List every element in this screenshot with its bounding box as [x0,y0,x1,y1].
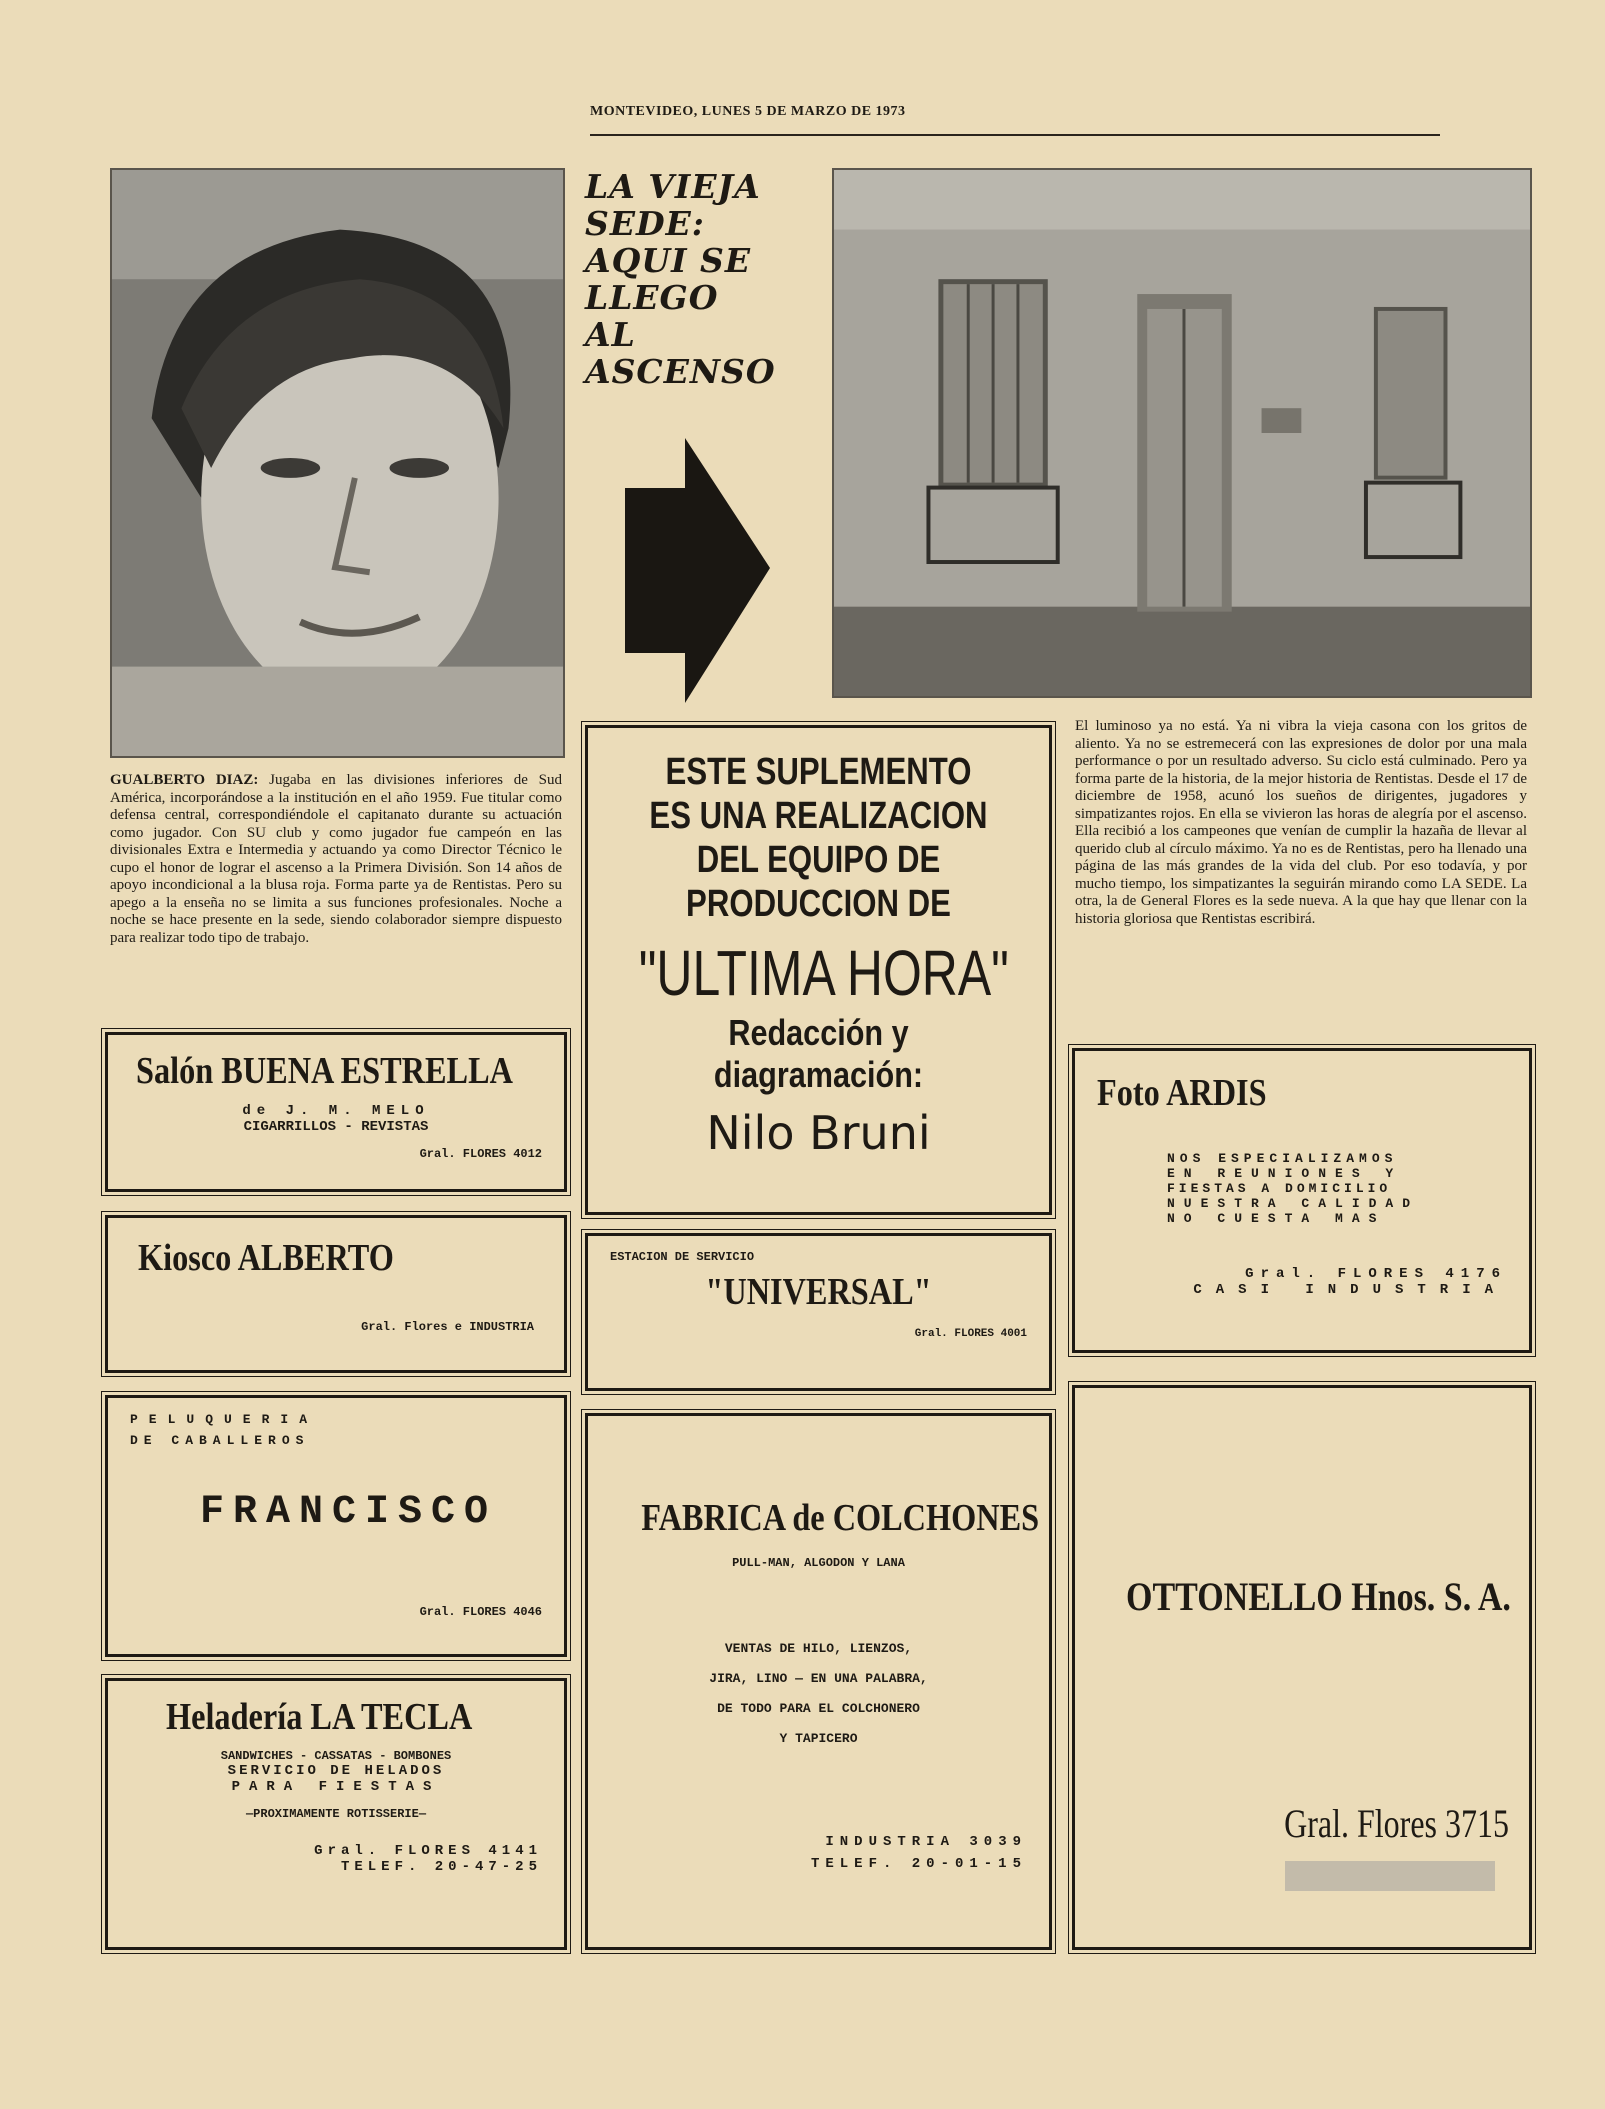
supplement-text [629,750,1007,926]
ad-address: Gral. FLORES 4001 [914,1328,1027,1340]
caption-text: Jugaba en las divisiones inferiores de Sud América, incorporándose a la institución en el año 1959. Fue titular como defensa central, correspondiéndole el capitanato durante su actuación como jugador. Con SU club y como jugador fue campeón en las divisionales Extra e Intermedia y actuando ya como Director Técnico le cupo el honor de lograr el ascenso a la Primera División. Son 14 años de apoyo incondicional a la blusa roja. Forma parte ya de Rentistas. Pero su apego a la enseña no se limita a sus funciones profesionales. Noche a noche se hace presente en la sede, siendo colaborador siempre dispuesto para realizar todo tipo de trabajo. [110,772,563,946]
dateline: MONTEVIDEO, LUNES 5 DE MARZO DE 1973 [590,104,906,119]
supplement-line: ESTE SUPLEMENTO [665,751,972,793]
ad-title: FRANCISCO [200,1490,498,1535]
building-caption: El luminoso ya no está. Ya ni vibra la vieja casona con los gritos de aliento. Ya no se estremecerá con las expresiones de dolor por una mala performance o por un resultado adverso. Su ciclo está culminado. Pero ya forma parte de la historia, de la mejor historia de Rentistas. Desde el 17 de diciembre de 1958, acunó los sueños de dirigentes, jugadores y simpatizantes rojos. En ella se vivieron las horas de alegría por el ascenso. Ella recibió a los campeones que venían de cumplir la hazaña de llevar al querido club al círculo máximo. Ya no es de Rentistas, pero ha llenado una página de las más grandes de la vida del club. Por eso todavía, y por mucho tiempo, los simpatizantes la seguirán mirando como LA SEDE. La otra, la de General Flores es la sede nueva. A la que hay que llenar con la historia gloriosa que Rentistas escribirá. [1075,718,1527,927]
ad-body [1097,1151,1507,1226]
ad-title: Foto ARDIS [1097,1072,1267,1114]
headline-line: AQUI SE [585,241,752,280]
ad-title: "UNIVERSAL" [705,1271,932,1313]
headline [585,168,825,390]
ad-title: Heladería LA TECLA [166,1696,473,1738]
portrait-photo [110,168,565,758]
ad-line: —PROXIMAMENTE ROTISSERIE— [245,1807,427,1821]
ad-title: FABRICA de COLCHONES [641,1497,1040,1539]
building-photo [832,168,1532,698]
ad-line: de J. M. MELO [242,1103,430,1119]
stamp-smudge [1285,1861,1495,1891]
ad-address: Gral. Flores 3715 [1284,1801,1509,1846]
ad-address: CASI INDUSTRIA [1193,1282,1507,1298]
author-name: Nilo Bruni [706,1106,931,1160]
ad-line: NUESTRA CALIDAD [1167,1196,1420,1211]
ad-address: Gral. FLORES 4176 [1245,1266,1507,1282]
ad-line: PULL-MAN, ALGODON Y LANA [732,1556,905,1570]
ad-line: EN REUNIONES Y [1167,1166,1403,1181]
ad-address: Gral. Flores e INDUSTRIA [361,1320,534,1334]
ad-title: Kiosco ALBERTO [138,1237,394,1279]
supplement-line: ES UNA REALIZACION [649,795,988,837]
ad-line: NO CUESTA MAS [1167,1211,1386,1226]
ad-line: Y TAPICERO [779,1731,858,1746]
ad-line: SERVICIO DE HELADOS [227,1763,445,1779]
ad-fabrica-colchones [585,1413,1052,1950]
ad-line: SANDWICHES - CASSATAS - BOMBONES [220,1749,452,1763]
ad-line: JIRA, LINO — EN UNA PALABRA, [709,1671,928,1686]
headline-line: LLEGO [585,278,719,317]
ad-estacion-universal [585,1233,1052,1391]
ad-salon-buena-estrella [105,1032,567,1192]
ad-address: Gral. FLORES 4012 [419,1147,542,1161]
redaccion-line: diagramación: [713,1054,924,1095]
redaccion-text [623,1012,1015,1096]
ultima-hora-title: "ULTIMA HORA" [638,937,1009,1009]
redaccion-line: Redacción y [728,1012,909,1053]
arrow-right-icon [625,438,770,703]
headline-line: LA VIEJA [585,167,761,206]
ad-title: Salón BUENA ESTRELLA [136,1050,513,1092]
ad-line: ESTACION DE SERVICIO [610,1250,755,1264]
ad-foto-ardis [1072,1048,1532,1353]
caption-name: GUALBERTO DIAZ: [110,772,259,788]
supplement-box [585,725,1052,1215]
ad-line: DE TODO PARA EL COLCHONERO [717,1701,920,1716]
ad-title: OTTONELLO Hnos. S. A. [1126,1574,1511,1619]
ad-address: Gral. FLORES 4141 [314,1843,542,1859]
ad-line: VENTAS DE HILO, LIENZOS, [724,1641,913,1656]
supplement-line: PRODUCCION DE [686,883,951,925]
headline-line: SEDE: [585,204,705,243]
ad-line: DE CABALLEROS [130,1433,310,1448]
ad-kiosco-alberto [105,1215,567,1373]
ad-line: PARA FIESTAS [231,1779,441,1795]
header-rule [590,134,1440,136]
ad-phone: TELEF. 20-01-15 [810,1856,1027,1872]
ad-line: CIGARRILLOS - REVISTAS [243,1119,429,1135]
ad-phone: TELEF. 20-47-25 [340,1859,542,1875]
ad-line: PELUQUERIA [130,1412,319,1427]
ad-heladeria-la-tecla [105,1678,567,1950]
ad-ottonello [1072,1385,1532,1950]
headline-line: AL [585,315,636,354]
ad-line: FIESTAS A DOMICILIO [1167,1181,1392,1196]
portrait-caption [110,772,562,947]
ad-address: INDUSTRIA 3039 [825,1834,1027,1850]
headline-line: ASCENSO [585,352,776,391]
ad-peluqueria-francisco [105,1395,567,1657]
ad-line: NOS ESPECIALIZAMOS [1167,1151,1398,1166]
supplement-line: DEL EQUIPO DE [696,839,941,881]
ad-address: Gral. FLORES 4046 [419,1605,542,1619]
